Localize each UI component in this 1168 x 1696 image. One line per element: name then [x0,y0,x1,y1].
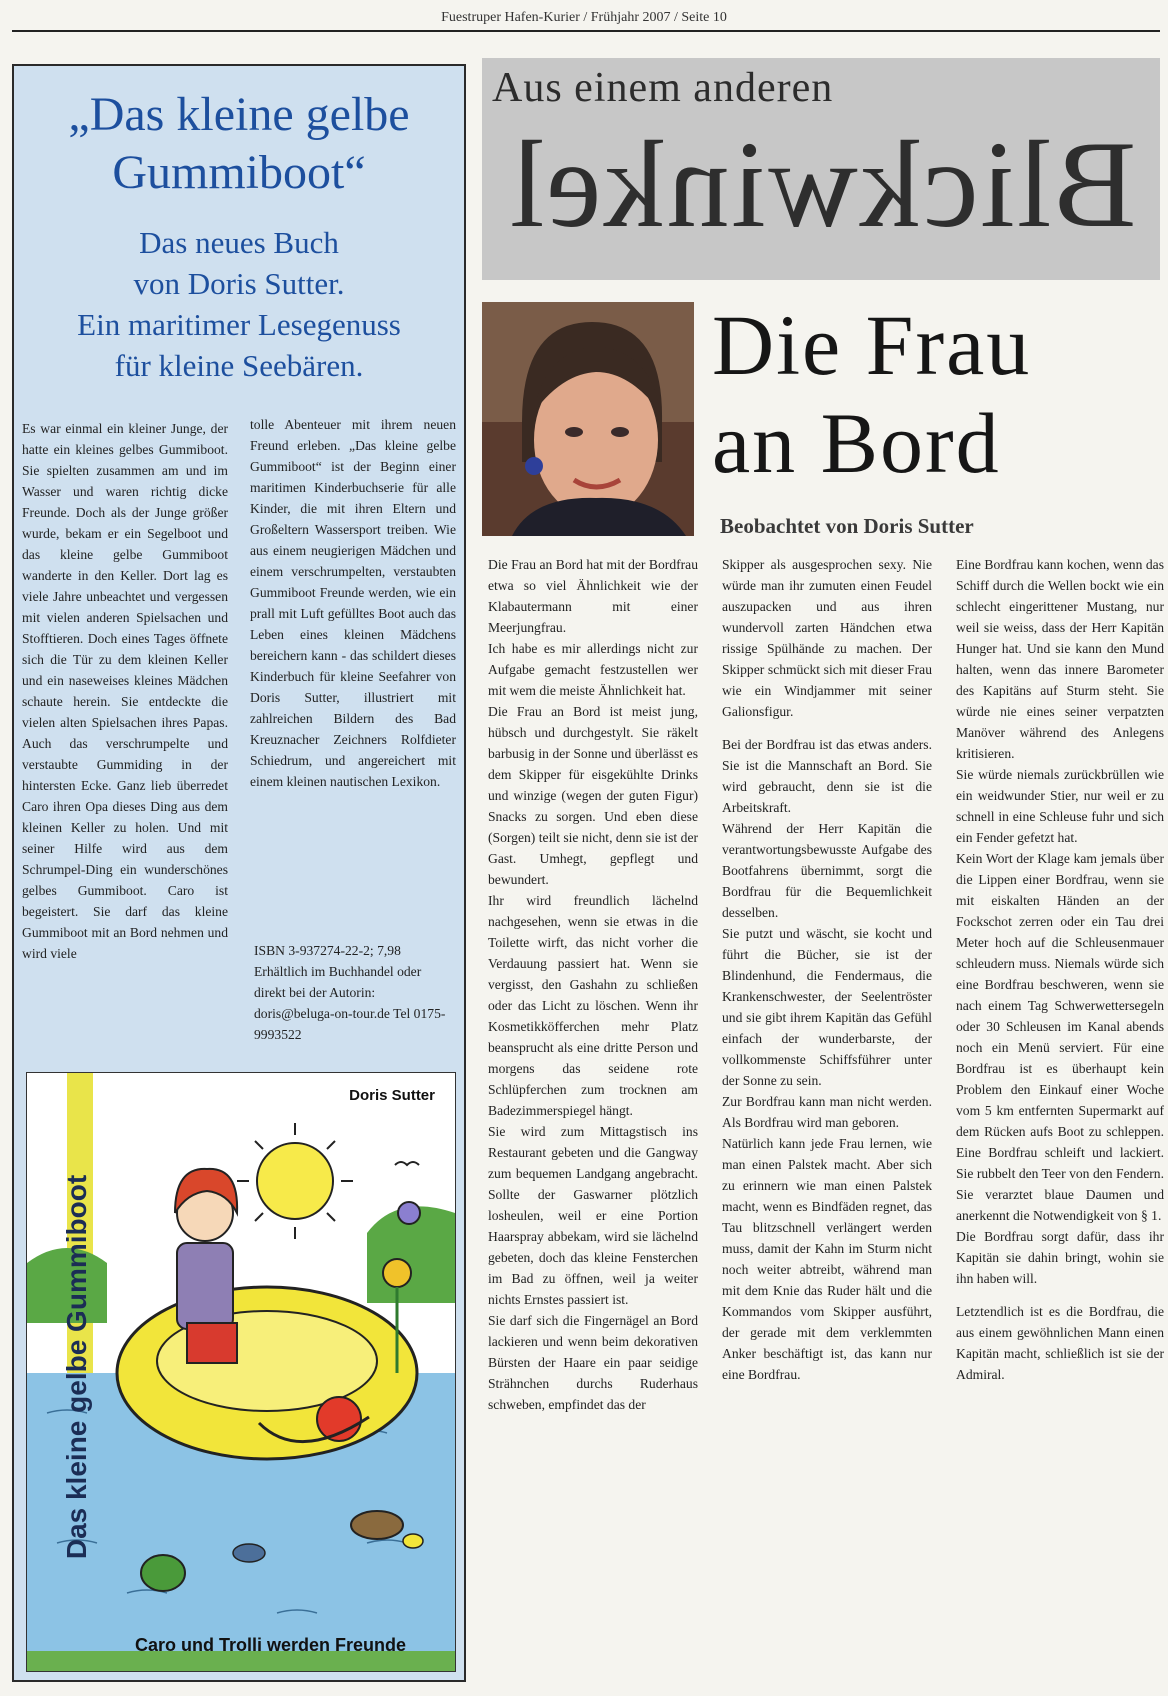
book-ad-title: „Das kleine gelbe Gummiboot“ [68,88,410,199]
article-byline: Beobachtet von Doris Sutter [720,514,974,538]
cover-spine-title: Das kleine gelbe Gummiboot [61,1174,92,1560]
article-headline [712,296,1162,492]
paragraph: Die Frau an Bord hat mit der Bordfrau etwa so viel Ähnlichkeit wie der Klabautermann mit einer Meerjungfrau. [488,557,698,635]
banner-mirrored-word: Blickwinkel [507,116,1137,253]
article-column-1 [488,554,698,1415]
paragraph: Ihr wird freundlich lächelnd nachgesehen, wenn sie etwas in die Toilette wirft, das nicht vorher die Verdauung passiert hat. Wenn sie vergisst, den Gashahn zu schließen oder das Licht zu löschen. Wenn ihr Kosmetikköfferchen mehr Platz beansprucht als eine dritte Person und morgens das seidene rote Schlüpferchen zum trocknen am Badezimmerspiegel hängt. [488,893,698,1118]
paragraph-spacer [956,1289,1164,1301]
book-ad-text-col2: tolle Abenteuer mit ihrem neuen Freund erleben. „Das kleine gelbe Gummiboot“ ist der Beginn einer maritimen Kinderbuchserie für alle Kinder, die mit ihren Eltern und Großeltern Wassersport treiben. Wie aus einem neugierigen Mädchen und einem verschrumpelten, verstaubten Gummiboot Freunde werden, wie ein prall mit Luft gefülltes Boot auch das Leben eines kleinen Mädchens bereichern kann - das schildert dieses Kinderbuch für kleine Seefahrer von Doris Sutter, illustriert mit zahlreichen Bildern des Bad Kreuznacher Zeichners Rolfdieter Schiedrum, und angereichert mit einem kleinen nautischen Lexikon. [250,417,456,789]
paragraph: Bei der Bordfrau ist das etwas anders. Sie ist die Mannschaft an Bord. Sie wird gebraucht, denn sie ist die Arbeitskraft. [722,737,932,815]
paragraph: Kein Wort der Klage kam jemals über die Lippen einer Bordfrau, wenn sie mit eiskalten Händen an der Fockschot zerren oder ein Tau drei Meter hoch auf die Schleusenmauer schleudern muss. Niemals würde sich eine Bordfrau beschweren, wenn sie nach einem Tag Schwerwettersegeln oder 30 Schleusen im Kanal abends noch ein Menü serviert. Für eine Bordfrau ist es überhaupt kein Problem den Einkauf einer Woche vom 5 km entfernten Supermarkt auf dem Rücken aufs Boot zu schleppen. Eine Bordfrau schleift und lackiert. Sie rubbelt den Teer von den Fendern. Sie verarztet blaue Daumen und anerkennt die Notwendigkeit von § 1. [956,851,1164,1223]
paragraph-spacer [722,722,932,734]
portrait-photo [482,302,694,536]
book-cover-image [26,1072,456,1672]
paragraph: Sie würde niemals zurückbrüllen wie ein weidwunder Stier, nur weil er zu schnell in eine Schleuse fuhr und sich ein Fender gefetzt hat. [956,767,1164,845]
paragraph: Skipper als ausgesprochen sexy. Nie würde man ihr zumuten einen Feudel auszupacken und aus ihren wundervoll zarten Händchen etwa rissige Spülhände zu machen. Der Skipper schmückt sich mit dieser Frau wie ein Windjammer mit seiner Galionsfigur. [722,557,932,719]
paragraph: Zur Bordfrau kann man nicht werden. Als Bordfrau wird man geboren. [722,1094,932,1130]
paragraph: Sie wird zum Mittagstisch ins Restaurant gebeten und die Gangway zum bequemen Landgang angebracht. Sollte der Gaswarner plötzlich losheulen, weil er eine Portion Haarspray abbekam, wird sie lächelnd gebeten, doch das kleine Fensterchen im Bad zu öffnen, weil ja weiter nichts Ernstes passiert ist. [488,1124,698,1307]
header-rule [12,30,1160,32]
article-column-2 [722,554,932,1385]
cover-author: Doris Sutter [349,1087,435,1104]
book-ad-text-col1: Es war einmal ein kleiner Junge, der hatte ein kleines gelbes Gummiboot. Sie spielten zusammen am und im Wasser und waren richtig dicke Freunde. Doch als der Junge größer wurde, bekam er ein Segelboot und das kleine gelbe Gummiboot wanderte in den Keller. Dort lag es viele Jahre unbeachtet und vergessen mit vielen anderen Spielsachen und Stofftieren. Doch eines Tages öffnete sich die Tür zu dem kleinen Keller und ein naseweises kleines Mädchen schaute herein. Sie entdeckte die vielen alten Spielsachen ihres Papas. Auch das verschrumpelte und verstaubte Gummiding in der hintersten Ecke. Ganz lieb überredet Caro ihren Opa dieses Ding aus dem kleinen Keller zu holen. Und mit seiner Hilfe wird aus dem Schrumpel-Ding ein wunderschönes gelbes Gummiboot. Caro ist begeistert. Sie darf das kleine Gummiboot mit an Bord nehmen und wird viele [22,421,228,961]
paragraph: Während der Herr Kapitän die verantwortungsbewusste Aufgabe des Bootfahrens übernimmt, sorgt die Bordfrau für die Bequemlichkeit desselben. [722,821,932,920]
banner-heading: Aus einem anderen [492,65,834,111]
author-portrait [482,302,694,536]
page-header: Fuestruper Hafen-Kurier / Frühjahr 2007 / Seite 10 [441,10,727,25]
paragraph: Natürlich kann jede Frau lernen, wie man einen Palstek macht. Aber sich zu erinnern wie man einen Palstek macht, wenn es Bindfäden regnet, das Tau blitzschnell verlängert werden muss, damit der Kahn im Sturm nicht noch weiter abtreibt, während man mit dem Knie das Ruder hält und die Kommandos vom Skipper ausführt, der gerade mit dem verklemmten Anker beschäftigt ist, das kann nur eine Bordfrau. [722,1136,932,1382]
paragraph: Ich habe es mir allerdings nicht zur Aufgabe gemacht festzustellen wer mit wem die meiste Ähnlichkeit hat. [488,641,698,698]
subtitle-line: Ein maritimer Lesegenuss [77,307,401,342]
paragraph: Letztendlich ist es die Bordfrau, die aus einem gewöhnlichen Mann einen Kapitän macht, schließlich ist sie der Admiral. [956,1304,1164,1382]
headline-line: Die Frau [712,297,1032,393]
paragraph: Die Frau an Bord ist meist jung, hübsch und durchgestylt. Sie räkelt barbusig in der Sonne und überlässt es dem Skipper für eisgekühlte Drinks und winzige (wegen der guten Figur) Snacks zu sorgen. Und eben diese (Sorgen) teilt sie nicht, denn sie ist der Gast. Umhegt, gepflegt und bewundert. [488,704,698,887]
article-column-3 [956,554,1164,1385]
subtitle-line: Das neues Buch [139,225,339,260]
subtitle-line: für kleine Seebären. [114,348,364,383]
paragraph: Die Bordfrau sorgt dafür, dass ihr Kapitän sie dahin bringt, wohin sie ihn haben will. [956,1229,1164,1286]
paragraph: Sie darf sich die Fingernägel an Bord lackieren und wenn beim dekorativen Bürsten der Haare ein paar seidige Strähnchen durchs Ruderhaus schweben, empfindet das der [488,1313,698,1412]
book-isbn-contact: ISBN 3-937274-22-2; 7,98 Erhältlich im Buchhandel oder direkt bei der Autorin: doris@beluga-on-tour.de Tel 0175-9993522 [254,943,446,1042]
cover-subtitle: Caro und Trolli werden Freunde [135,1635,407,1655]
subtitle-line: von Doris Sutter. [133,266,345,301]
book-ad-subtitle [16,222,462,386]
paragraph: Sie putzt und wäscht, sie kocht und führt die Bücher, sie ist der Blindenhund, die Fendermaus, die Krankenschwester, der Seelentröster und sie gibt ihrem Kapitän das Gefühl einfach der wunderbarste, der vollkommenste Schiffsführer unter der Sonne zu sein. [722,926,932,1088]
paragraph: Eine Bordfrau kann kochen, wenn das Schiff durch die Wellen bockt wie ein schlecht eingerittener Mustang, nur weil sie weiss, dass der Herr Kapitän Hunger hat. Und sie kann den Mund halten, wenn das innere Barometer des Kapitäns auf Sturm steht. Sie würde nie eines seiner verpatzten Manöver während des Anlegens kritisieren. [956,557,1164,761]
headline-line: an Bord [712,395,1001,491]
